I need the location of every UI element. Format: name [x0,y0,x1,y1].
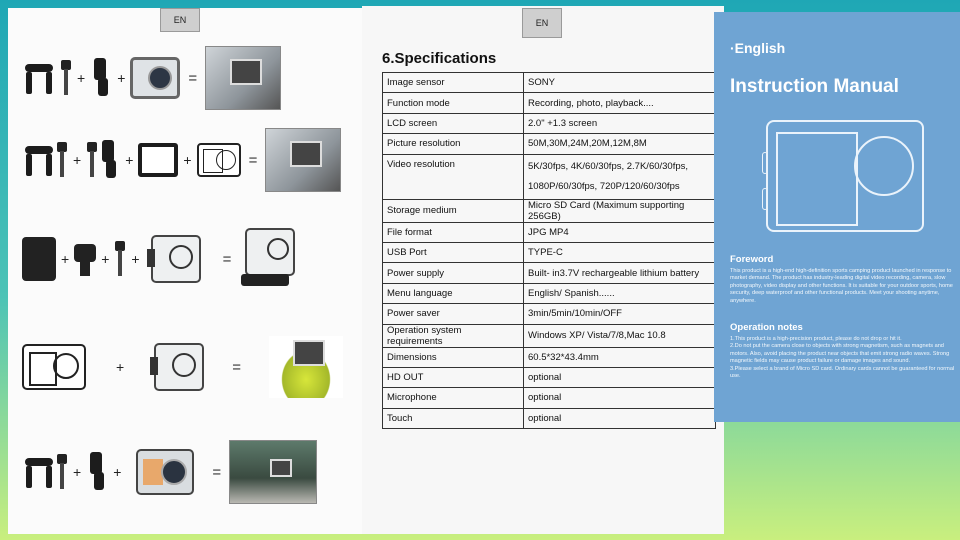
spec-row [383,283,716,303]
spec-value: Micro SD Card (Maximum supporting 256GB) [524,199,716,222]
operation-notes-heading: Operation notes [730,322,803,333]
camera-outline-icon [22,344,86,390]
handlebar-mount-icon [22,452,56,492]
note-item: 1.This product is a high-precision product, please do not drop or hit it. [730,336,902,342]
spec-row [383,388,716,408]
screw-icon [114,241,126,277]
spec-value: TYPE-C [524,242,716,262]
assembly-row-helmet: + = [22,336,343,398]
spec-row [383,222,716,242]
spec-key: LCD screen [383,113,524,133]
cover-title: Instruction Manual [730,76,899,97]
spec-key: Video resolution [383,154,524,199]
handlebar-mount-icon [22,140,56,180]
adhesive-plate-icon [22,237,56,281]
cyclists-photo [229,440,317,504]
lang-tag: EN [522,8,562,38]
spec-key: Dimensions [383,347,524,367]
clear-case-icon [151,235,201,283]
screw-icon [56,454,68,490]
cased-camera-mount-icon [239,228,295,290]
assembly-row-bike: + + = [22,440,317,504]
spec-key: USB Port [383,242,524,262]
lang-tag: EN [160,8,200,32]
mounted-bike-photo [205,46,281,110]
camera-outline-icon [197,143,241,177]
spec-row [383,304,716,324]
extension-arm-icon [86,452,108,492]
spec-key: Picture resolution [383,134,524,154]
spec-key: Image sensor [383,73,524,93]
clear-case-icon [154,343,204,391]
waterproof-housing-icon [130,57,180,99]
spec-value: 50M,30M,24M,20M,12M,8M [524,134,716,154]
camera-frame-icon [138,143,178,177]
spec-row [383,324,716,347]
spec-row [383,263,716,283]
screw-icon [86,142,98,178]
spec-value [524,154,716,199]
spec-value-line: 5K/30fps, 4K/60/30fps, 2.7K/60/30fps, [528,160,689,172]
spec-key: Power supply [383,263,524,283]
cover-language: ·English [730,40,786,56]
assembly-row-frame: + + + = [22,128,341,192]
spec-value: 60.5*32*43.4mm [524,347,716,367]
foreword-text: This product is a high-end high-definition sports camping product launched in response to market demand. The product has industry-leading digital video recording, camera, slow photography, video display and other functions. It is suitable for your outdoor sports, home security, deep waterproof and other functional products. Meet your shooting anytime, anywhere. [730,268,953,304]
camera-outline-icon [766,120,924,232]
spec-row [383,347,716,367]
specifications-title: 6.Specifications [382,50,497,67]
spec-key: Function mode [383,93,524,113]
note-item: 3.Please select a brand of Micro SD card. Ordinary cards cannot be guaranteed for normal use. [730,365,955,380]
screw-icon [60,60,72,96]
spec-value: Windows XP/ Vista/7/8,Mac 10.8 [524,324,716,347]
spec-key: Menu language [383,283,524,303]
extension-arm-icon [90,58,112,98]
camera-in-housing-icon [136,449,194,495]
note-item: 2.Do not put the camera close to objects with strong magnetism, such as magnets and motors. Also, avoid placing the product near objects that emit strong radio waves. Strong magnetic fields may cause product failure or damage images and sound. [730,343,950,365]
assembly-row-adhesive: + + + = [22,228,295,290]
spec-row [383,113,716,133]
specifications-page [362,6,724,534]
spec-key: Power saver [383,304,524,324]
accessory-page [8,8,362,534]
spec-value-line: 1080P/60/30fps, 720P/120/60/30fps [528,180,680,192]
operation-notes-list [730,336,958,402]
spec-key: File format [383,222,524,242]
spec-key: Touch [383,408,524,428]
spec-key: Microphone [383,388,524,408]
spec-row [383,73,716,93]
spec-key: Operation system requirements [383,324,524,347]
spec-value: JPG MP4 [524,222,716,242]
spec-value: 2.0" +1.3 screen [524,113,716,133]
spec-value: Recording, photo, playback.... [524,93,716,113]
spec-row [383,242,716,262]
specifications-table [382,72,716,429]
extension-arm-icon [98,140,120,180]
foreword-heading: Foreword [730,254,774,265]
spec-key: Storage medium [383,199,524,222]
spec-value: optional [524,367,716,387]
mounted-bike-photo [265,128,341,192]
manual-cover-page [714,12,960,422]
spec-row [383,199,716,222]
helmet-mount-photo [269,336,343,398]
spec-value: SONY [524,73,716,93]
spec-row [383,408,716,428]
spec-row [383,367,716,387]
spec-value: 3min/5min/10min/OFF [524,304,716,324]
spec-row [383,93,716,113]
spec-row [383,154,716,199]
assembly-row-handlebar: + + = [22,46,281,110]
spec-value: optional [524,388,716,408]
screw-icon [56,142,68,178]
spec-key: HD OUT [383,367,524,387]
handlebar-mount-icon [22,58,56,98]
buckle-icon [74,240,96,278]
spec-value: English/ Spanish...... [524,283,716,303]
spec-row [383,134,716,154]
spec-value: Built- in3.7V rechargeable lithium battery [524,263,716,283]
spec-value: optional [524,408,716,428]
